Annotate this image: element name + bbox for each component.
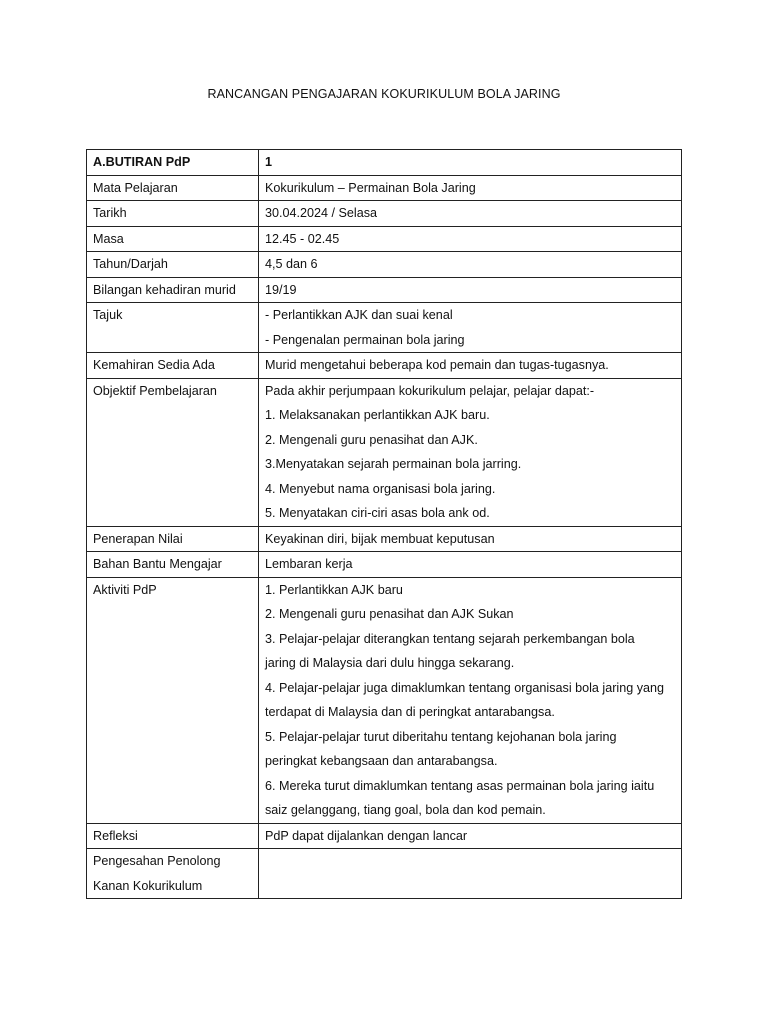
pengesahan-label	[87, 849, 259, 899]
masa-label: Masa	[87, 226, 259, 252]
table-row-objektif	[87, 378, 682, 526]
tarikh-label: Tarikh	[87, 201, 259, 227]
table-row-tajuk	[87, 303, 682, 353]
penerapan-nilai-value: Keyakinan diri, bijak membuat keputusan	[259, 526, 682, 552]
pengesahan-value	[259, 849, 682, 899]
header-label: A.BUTIRAN PdP	[87, 150, 259, 176]
aktiviti-label: Aktiviti PdP	[87, 577, 259, 823]
tahun-darjah-value: 4,5 dan 6	[259, 252, 682, 278]
aktiviti-line: 3. Pelajar-pelajar diterangkan tentang sejarah perkembangan bola	[265, 631, 635, 646]
aktiviti-line: 2. Mengenali guru penasihat dan AJK Sukan	[265, 607, 514, 621]
kemahiran-sedia-ada-label: Kemahiran Sedia Ada	[87, 353, 259, 379]
refleksi-value: PdP dapat dijalankan dengan lancar	[259, 823, 682, 849]
table-row-kemahiran-sedia-ada	[87, 353, 682, 379]
aktiviti-line: 1. Perlantikkan AJK baru	[265, 582, 403, 597]
aktiviti-line: peringkat kebangsaan dan antarabangsa.	[265, 754, 498, 768]
document-title: RANCANGAN PENGAJARAN KOKURIKULUM BOLA JARING	[207, 87, 561, 101]
lesson-plan-table	[86, 149, 682, 899]
aktiviti-value	[259, 577, 682, 823]
objektif-value	[259, 378, 682, 526]
objektif-line: 1. Melaksanakan perlantikkan AJK baru.	[265, 408, 490, 422]
objektif-line: 5. Menyatakan ciri-ciri asas bola ank od.	[265, 506, 490, 520]
pengesahan-label-line: Pengesahan Penolong	[93, 854, 221, 868]
table-row-aktiviti	[87, 577, 682, 823]
mata-pelajaran-value: Kokurikulum – Permainan Bola Jaring	[259, 175, 682, 201]
header-value: 1	[259, 150, 682, 176]
aktiviti-line: 6. Mereka turut dimaklumkan tentang asas permainan bola jaring iaitu	[265, 778, 655, 793]
objektif-line: Pada akhir perjumpaan kokurikulum pelajar, pelajar dapat:-	[265, 383, 595, 398]
tajuk-line: - Pengenalan permainan bola jaring	[265, 332, 465, 347]
objektif-line: 3.Menyatakan sejarah permainan bola jarring.	[265, 457, 522, 471]
aktiviti-line: terdapat di Malaysia dan di peringkat antarabangsa.	[265, 705, 555, 719]
penerapan-nilai-label: Penerapan Nilai	[87, 526, 259, 552]
tajuk-label: Tajuk	[87, 303, 259, 353]
aktiviti-line: jaring di Malaysia dari dulu hingga sekarang.	[265, 656, 515, 670]
objektif-line: 4. Menyebut nama organisasi bola jaring.	[265, 481, 496, 496]
bilangan-kehadiran-label: Bilangan kehadiran murid	[87, 277, 259, 303]
mata-pelajaran-label: Mata Pelajaran	[87, 175, 259, 201]
table-row-bilangan-kehadiran	[87, 277, 682, 303]
pengesahan-label-line: Kanan Kokurikulum	[93, 878, 203, 893]
bilangan-kehadiran-value: 19/19	[259, 277, 682, 303]
bahan-bantu-label: Bahan Bantu Mengajar	[87, 552, 259, 578]
aktiviti-line: saiz gelanggang, tiang goal, bola dan kod pemain.	[265, 803, 546, 817]
table-row-masa	[87, 226, 682, 252]
tajuk-line: - Perlantikkan AJK dan suai kenal	[265, 308, 453, 322]
table-row-tarikh	[87, 201, 682, 227]
table-row-bahan-bantu	[87, 552, 682, 578]
aktiviti-line: 4. Pelajar-pelajar juga dimaklumkan tentang organisasi bola jaring yang	[265, 680, 665, 695]
table-row-pengesahan	[87, 849, 682, 899]
tarikh-value: 30.04.2024 / Selasa	[259, 201, 682, 227]
refleksi-label: Refleksi	[87, 823, 259, 849]
table-row-refleksi	[87, 823, 682, 849]
table-row-header	[87, 150, 682, 176]
table-row-penerapan-nilai	[87, 526, 682, 552]
bahan-bantu-value: Lembaran kerja	[259, 552, 682, 578]
tahun-darjah-label: Tahun/Darjah	[87, 252, 259, 278]
kemahiran-sedia-ada-value: Murid mengetahui beberapa kod pemain dan tugas-tugasnya.	[259, 353, 682, 379]
table-row-mata-pelajaran	[87, 175, 682, 201]
tajuk-value	[259, 303, 682, 353]
aktiviti-line: 5. Pelajar-pelajar turut diberitahu tentang kejohanan bola jaring	[265, 729, 617, 744]
objektif-label: Objektif Pembelajaran	[87, 378, 259, 526]
table-row-tahun-darjah	[87, 252, 682, 278]
objektif-line: 2. Mengenali guru penasihat dan AJK.	[265, 432, 478, 447]
masa-value: 12.45 - 02.45	[259, 226, 682, 252]
